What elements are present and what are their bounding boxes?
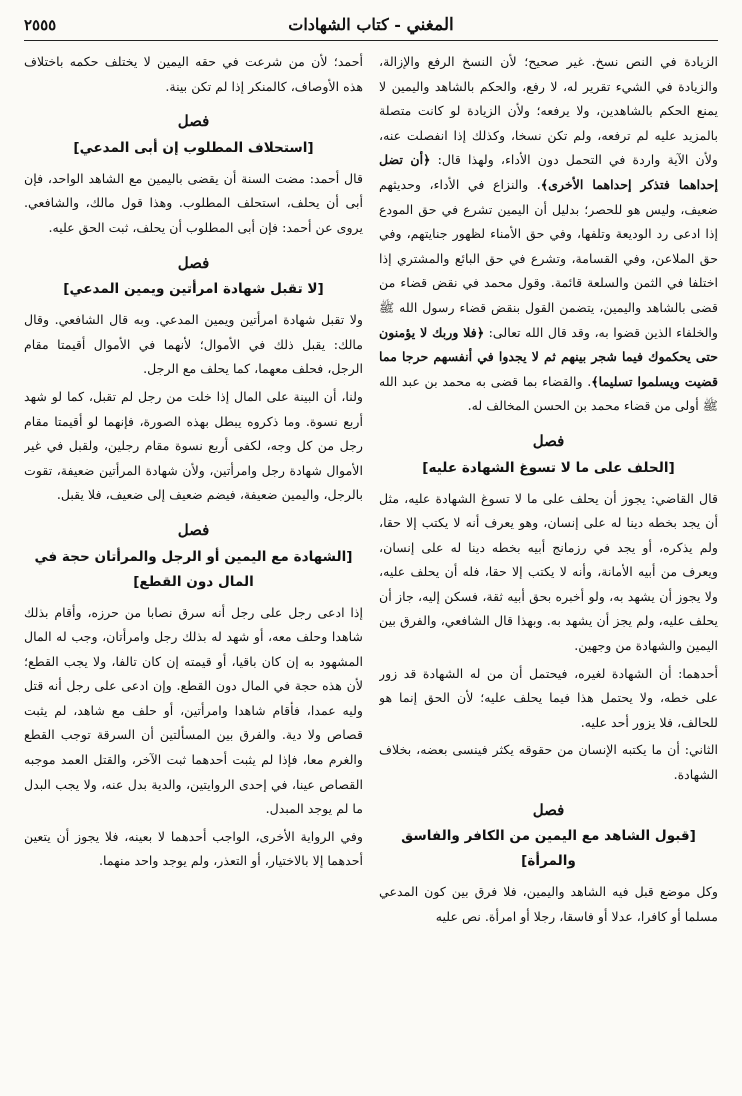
paragraph: أحدهما: أن الشهادة لغيره، فيحتمل أن من له الشهادة قد زور على خطه، ولا يحتمل هذا فيما يحلف عليه؛ لأن الحق إنما هو للحالف، فلا يزور أحد عليه. bbox=[379, 665, 718, 730]
section-title: [لا تقبل شهادة امرأتين ويمين المدعي] bbox=[63, 281, 324, 298]
paragraph: ولنا، أن البينة على المال إذا خلت من رجل لم تقبل، كما لو شهد أربع نسوة. وما ذكروه يبطل بهذه الصورة، فإنهما لو أقيمتا مقام رجل من كل وجه، لكفى أربع نسوة مقام رجلين، ولقبل في غير الأموال شهادة رجل وامرأتين، ولأن شهادة المرأتين ضعيفة، تقوت بالرجل، واليمين ضعيفة، فيضم ضعيف إلى ضعيف، فلا يقبل. bbox=[24, 388, 363, 503]
right-column bbox=[379, 50, 718, 1088]
section-title: [استحلاف المطلوب إن أبى المدعي] bbox=[73, 139, 314, 156]
page-number: ٢٥٥٥ bbox=[24, 16, 57, 34]
quran-quote: ﴿فلا وربك لا يؤمنون حتى يحكموك فيما شجر بينهم ثم لا يجدوا في أنفسهم حرجا مما قضيت ويسلموا تسليما﴾ bbox=[379, 324, 718, 389]
paragraph: أحمد؛ لأن من شرعت في حقه اليمين لا يختلف حكمه باختلاف هذه الأوصاف، كالمنكر إذا لم تكن بينة. bbox=[24, 54, 363, 94]
paragraph: قال أحمد: مضت السنة أن يقضى باليمين مع الشاهد الواحد، فإن أبى أن يحلف، استحلف المطلوب. وهذا قول مالك، والشافعي. يروى عن أحمد: فإن أبى المطلوب أن يحلف، ثبت الحق عليه. bbox=[24, 170, 363, 235]
section-title: [قبول الشاهد مع اليمين من الكافر والفاسق والمرأة] bbox=[401, 828, 696, 870]
text-run: الزيادة في النص نسخ. غير صحيح؛ لأن النسخ الرفع والإزالة، والزيادة في الشيء تقرير له، لا رفع، والحكم بالشاهد واليمين لا يمنع الحكم بالشاهدين، ولا يرفعه؛ ولأن الزيادة لو كانت متصلة بالمزيد عليه لم ترفعه، ولم تكن نسخا، وكذلك إذا انفصلت عنه، ولأن الآية واردة في التحمل دون الأداء، ولهذا قال: bbox=[379, 54, 718, 168]
section-marker: فصل bbox=[532, 800, 565, 819]
text-run: . والقضاء بما قضى به محمد بن عبد الله ﷺ أولى من قضاء محمد بن الحسن المخالف له. bbox=[379, 373, 718, 414]
section-marker: فصل bbox=[177, 253, 210, 272]
paragraph: ولا تقبل شهادة امرأتين ويمين المدعي. وبه قال الشافعي. وقال مالك: يقبل ذلك في الأموال؛ لأنهما في الأموال أقيمتا مقام الرجل، فحلف معهما، كما يحلف مع الرجل. bbox=[24, 312, 363, 377]
quran-quote: ﴿أن تضل إحداهما فتذكر إحداهما الأخرى﴾ bbox=[379, 152, 718, 192]
section-marker: فصل bbox=[532, 431, 565, 450]
section-title: [الحلف على ما لا تسوغ الشهادة عليه] bbox=[422, 459, 675, 476]
text-run: . والنزاع في الأداء، وحديثهم ضعيف، وليس هو للحصر؛ بدليل أن اليمين تشرع في حق المودع إذا ادعى رد الوديعة وتلفها، وفي حق الأمناء لظهور جنايتهم، وفي حق الملاعن، وفي القسامة، وتشرع في حق البائع والمشتري إذا اختلفا في الثمن والسلعة قائمة. وقول محمد في نقض قضاء من قضى بالشاهد واليمين، يتضمن القول بنقض قضاء رسول الله ﷺ والخلفاء الذين قضوا به، وقد قال الله تعالى: bbox=[379, 176, 718, 340]
paragraph: وكل موضع قبل فيه الشاهد واليمين، فلا فرق بين كون المدعي مسلما أو كافرا، عدلا أو فاسقا، رجلا أو امرأة. نص عليه bbox=[379, 884, 718, 924]
paragraph bbox=[379, 50, 718, 419]
paragraph: وفي الرواية الأخرى، الواجب أحدهما لا بعينه، فلا يجوز أن يتعين أحدهما إلا بالاختيار، أو التعذر، ولم يوجد واحد منهما. bbox=[24, 828, 363, 869]
running-title bbox=[24, 15, 718, 35]
paragraph: إذا ادعى رجل على رجل أنه سرق نصابا من حرزه، وأقام بذلك شاهدا وحلف معه، أو شهد له بذلك رجل وامرأتان، وجب له المال المشهود به إن كان باقيا، أو قيمته إن كان تالفا، ولا يجب القطع؛ لأن هذه حجة في المال دون القطع. وإن ادعى على رجل أنه قتل وليه عمدا، فأقام شاهدا وامرأتين، أو حلف مع شاهد، لم يثبت قصاص ولا دية. والفرق بين المسألتين أن السرقة توجب القطع والغرم معا، فإذا لم يثبت أحدهما ثبت الآخر، والقتل العمد موجبه القصاص عينا، في إحدى الروايتين، والدية بدل عنه، ولا يجب البدل ما لم يوجد المبدل. bbox=[24, 604, 363, 817]
paragraph: الثاني: أن ما يكتبه الإنسان من حقوقه يكثر فينسى بعضه، بخلاف الشهادة. bbox=[379, 742, 718, 783]
section-title: [الشهادة مع اليمين أو الرجل والمرأتان حجة في المال دون القطع] bbox=[34, 548, 353, 590]
left-column bbox=[24, 50, 363, 1088]
section-marker: فصل bbox=[177, 112, 210, 131]
book-title: المغني bbox=[406, 15, 454, 35]
paragraph: قال القاضي: يجوز أن يحلف على ما لا تسوغ الشهادة عليه، مثل أن يجد بخطه دينا له على إنسان، وهو يعرف أنه لا يكتب إلا حقا، ولم يذكره، أو يجد في رزمانج أبيه بخطه دينا له على إنسان، ويعرف من أبيه الأمانة، وأنه لا يكتب إلا حقا، فله أن يحلف عليه، ولا يجوز أن يشهد به، ولو أخبره بحق أبيه ثقة، فسكن إليه، جاز أن يحلف عليه، ولم يجز أن يشهد به. وبهذا قال الشافعي، والفرق بين اليمين والشهادة من وجهين. bbox=[379, 490, 718, 654]
title-separator: - bbox=[388, 15, 407, 34]
chapter-title: كتاب الشهادات bbox=[288, 15, 389, 34]
section-marker: فصل bbox=[177, 520, 210, 539]
text-columns bbox=[24, 50, 718, 1088]
page-header bbox=[24, 10, 718, 41]
